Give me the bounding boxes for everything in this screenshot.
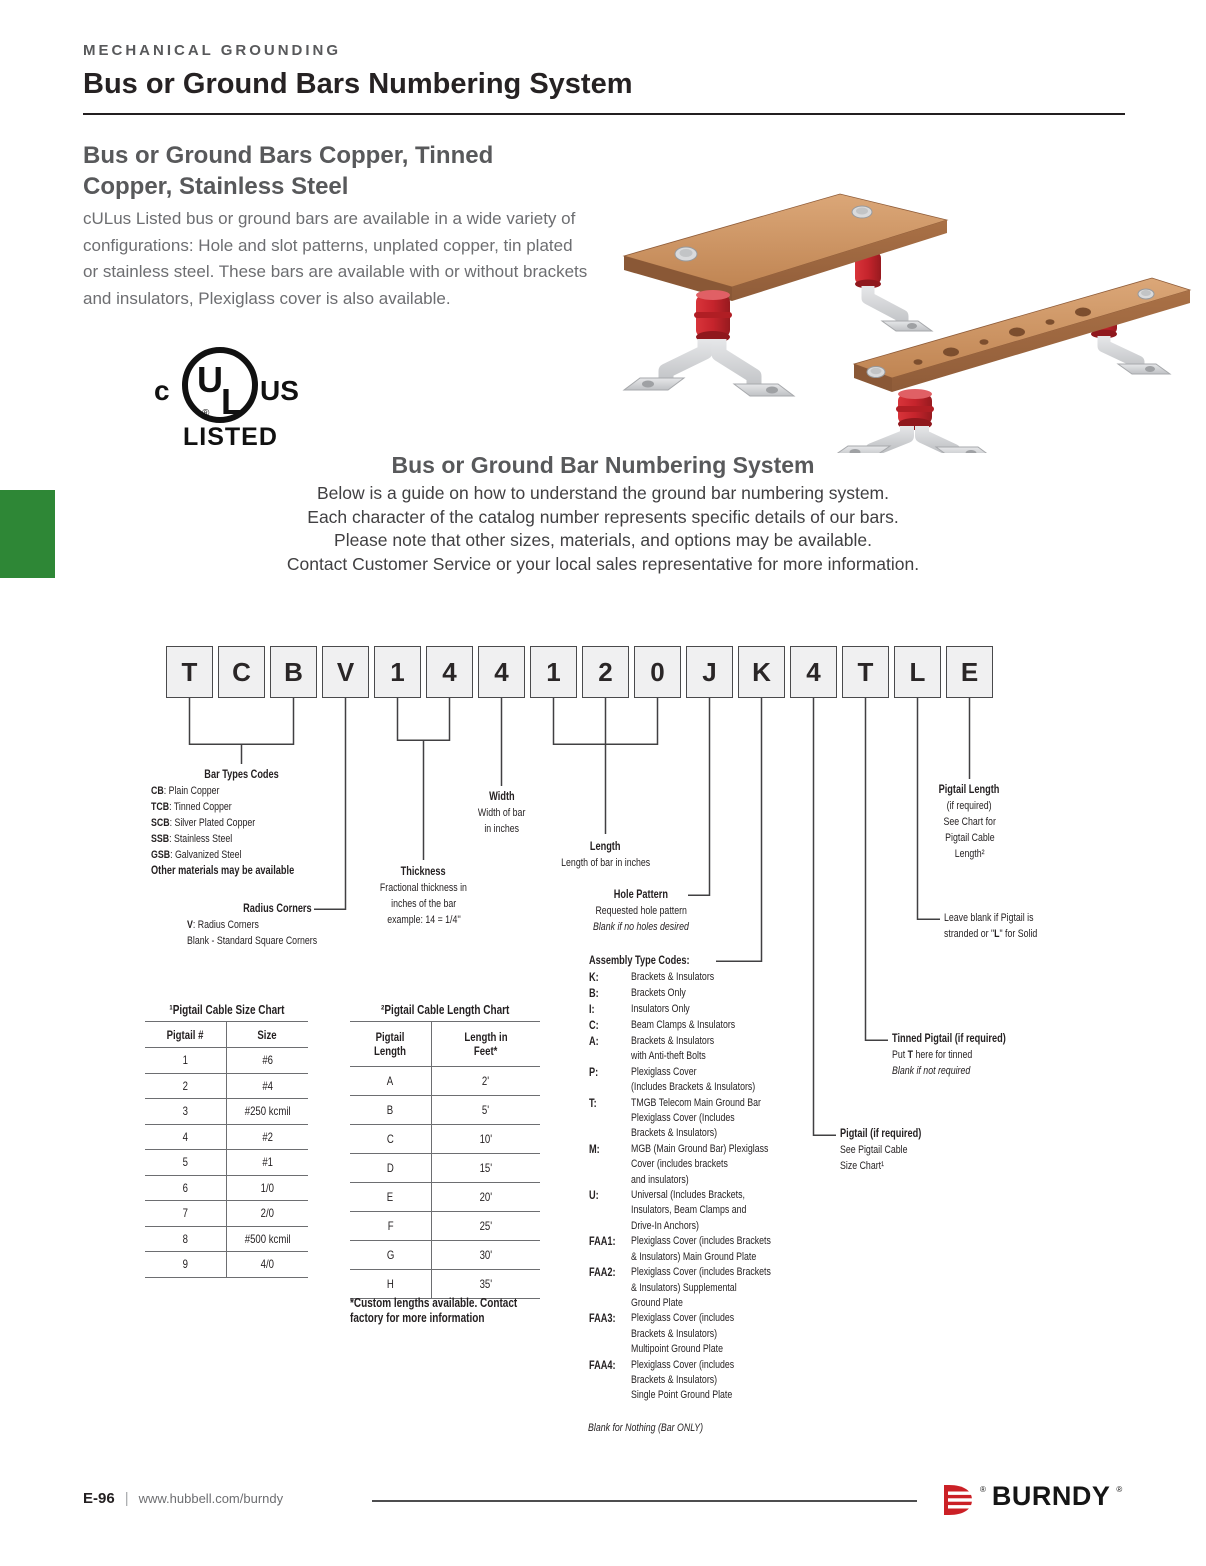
table-row xyxy=(350,1241,540,1270)
pigtail-length-callout: Pigtail Length (if required) See Chart for Pigtail Cable Length² xyxy=(939,784,1000,860)
assembly-desc: Plexiglass Cover (includes Brackets & Insulators) Supplemental Ground Plate xyxy=(631,1266,771,1309)
bar-type-item: SCB: Silver Plated Copper xyxy=(151,817,256,829)
code-box: 1 xyxy=(374,646,421,698)
length-chart-table xyxy=(350,1021,540,1299)
table-cell: A xyxy=(350,1067,432,1095)
table-row xyxy=(350,1125,540,1154)
table-cell: #4 xyxy=(261,1078,273,1093)
leave-blank-callout: Leave blank if Pigtail is stranded or "L" for Solid xyxy=(944,912,1038,940)
width-callout: Width Width of bar in inches xyxy=(477,791,526,835)
code-box: 0 xyxy=(634,646,681,698)
table-row xyxy=(350,1212,540,1241)
table-row xyxy=(145,1252,308,1278)
code-box: B xyxy=(270,646,317,698)
page-title: Bus or Ground Bars Numbering System xyxy=(83,68,633,100)
ul-monogram-u: U xyxy=(197,359,223,400)
code-box: T xyxy=(842,646,889,698)
table-row xyxy=(145,1227,308,1253)
table-cell: 20' xyxy=(479,1190,493,1204)
table-row xyxy=(350,1183,540,1212)
footer-url[interactable]: www.hubbell.com/burndy xyxy=(138,1491,284,1506)
table-cell: 3 xyxy=(145,1099,227,1124)
footer-rule xyxy=(372,1500,917,1502)
table-row xyxy=(145,1125,308,1151)
ul-monogram-l: L xyxy=(221,381,243,422)
code-box: 4 xyxy=(426,646,473,698)
intro-paragraph: cULus Listed bus or ground bars are available in a wide variety of configurations: Hole and slot patterns, unplated copper, tin plated or stainless steel. These bars are available with or without brackets and insulators, Plexiglass cover is also available. xyxy=(83,209,588,308)
numbering-intro-text xyxy=(183,482,1023,576)
table-cell: #250 kcmil xyxy=(244,1104,291,1119)
assembly-code: FAA1: xyxy=(589,1236,616,1249)
table-cell: 10' xyxy=(479,1132,493,1146)
table-cell: 25' xyxy=(479,1219,493,1233)
footer-left xyxy=(83,1490,283,1507)
table-header-row xyxy=(350,1022,540,1067)
code-box: C xyxy=(218,646,265,698)
assembly-item xyxy=(589,1142,834,1188)
assembly-desc: Brackets & Insulators xyxy=(631,971,715,983)
table-cell: C xyxy=(350,1125,432,1153)
assembly-item xyxy=(589,1265,834,1311)
table-row xyxy=(145,1099,308,1125)
section-eyebrow: MECHANICAL GROUNDING xyxy=(83,42,342,59)
assembly-desc: Insulators Only xyxy=(631,1003,690,1015)
bar-types-note: Other materials may be available xyxy=(151,865,295,877)
assembly-desc: Plexiglass Cover (Includes Brackets & Insulators) xyxy=(631,1065,756,1094)
brand-name: BURNDY xyxy=(991,1481,1111,1511)
pigtail-callout: Pigtail (if required) See Pigtail Cable Size Chart¹ xyxy=(840,1128,922,1172)
assembly-desc: Universal (Includes Brackets, Insulators, Beam Clamps and Drive-In Anchors) xyxy=(631,1189,747,1232)
thickness-callout: Thickness Fractional thickness in inches of the bar example: 14 = 1/4'' xyxy=(379,866,468,926)
assembly-item xyxy=(589,1002,834,1018)
assembly-code: M: xyxy=(589,1143,600,1156)
ul-c: c xyxy=(154,375,170,406)
assembly-item xyxy=(589,1018,834,1034)
table-cell: 4/0 xyxy=(260,1257,274,1272)
code-box: 4 xyxy=(790,646,837,698)
table-cell: G xyxy=(350,1241,432,1269)
table-cell: #6 xyxy=(261,1053,273,1068)
assembly-desc: Plexiglass Cover (includes Brackets & Insulators) Single Point Ground Plate xyxy=(631,1358,735,1402)
table-row xyxy=(350,1154,540,1183)
table-row xyxy=(145,1074,308,1100)
ul-registered: ® xyxy=(202,408,210,419)
table-cell: F xyxy=(350,1212,432,1240)
ul-listed-label: LISTED xyxy=(183,423,278,450)
assembly-item xyxy=(589,1311,834,1357)
product-photo-image xyxy=(612,168,1197,453)
table-cell: 15' xyxy=(479,1161,493,1175)
footer-divider: | xyxy=(124,1490,129,1507)
assembly-desc: TMGB Telecom Main Ground Bar Plexiglass Cover (Includes Brackets & Insulators) xyxy=(631,1096,761,1140)
table-cell: 6 xyxy=(145,1176,227,1201)
numbering-title: Bus or Ground Bar Numbering System xyxy=(391,452,815,478)
assembly-code: FAA4: xyxy=(589,1359,616,1372)
numbering-line: Please note that other sizes, materials, and options may be available. xyxy=(334,530,872,550)
table-cell: 2 xyxy=(145,1074,227,1099)
icon-registered-mark: ® xyxy=(980,1485,986,1494)
bar-type-item: CB: Plain Copper xyxy=(151,785,220,797)
code-box: 2 xyxy=(582,646,629,698)
assembly-code: A: xyxy=(589,1036,599,1048)
assembly-desc: Plexiglass Cover (includes Brackets & Insulators) Main Ground Plate xyxy=(631,1235,771,1263)
table-cell: 7 xyxy=(145,1201,227,1226)
table-cell: #500 kcmil xyxy=(244,1231,291,1246)
table-header-row xyxy=(145,1022,308,1048)
tinned-pigtail-callout: Tinned Pigtail (if required) Put T here for tinned Blank if not required xyxy=(892,1033,1006,1077)
table-row xyxy=(145,1048,308,1074)
assembly-desc: Plexiglass Cover (includes Brackets & Insulators) Multipoint Ground Plate xyxy=(631,1312,735,1356)
burndy-logo xyxy=(940,1481,1123,1515)
assembly-code: T: xyxy=(589,1097,597,1110)
ul-us: US xyxy=(260,375,299,406)
table-header-cell: Pigtail # xyxy=(145,1022,227,1047)
table-header-cell: Pigtail Length xyxy=(350,1022,432,1066)
code-box: 4 xyxy=(478,646,525,698)
assembly-list xyxy=(589,970,834,1404)
assembly-desc: Beam Clamps & Insulators xyxy=(631,1019,736,1031)
assembly-item xyxy=(589,1065,834,1096)
numbering-line: Each character of the catalog number represents specific details of our bars. xyxy=(307,506,899,527)
assembly-item xyxy=(589,1034,834,1065)
bar-types-title: Bar Types Codes xyxy=(204,769,279,781)
code-box: E xyxy=(946,646,993,698)
code-box: K xyxy=(738,646,785,698)
code-box: 1 xyxy=(530,646,577,698)
assembly-item xyxy=(589,1234,834,1265)
table-cell: D xyxy=(350,1154,432,1182)
table-row xyxy=(350,1270,540,1299)
table-row xyxy=(350,1096,540,1125)
assembly-item xyxy=(589,970,834,986)
radius-corners-title: Radius Corners xyxy=(243,903,312,915)
length-chart-title: ²Pigtail Cable Length Chart xyxy=(380,1003,510,1017)
assembly-item xyxy=(589,986,834,1002)
intro-heading xyxy=(83,140,493,202)
assembly-code: I: xyxy=(589,1004,595,1016)
assembly-code: K: xyxy=(589,972,599,984)
assembly-title: Assembly Type Codes: xyxy=(589,955,690,967)
assembly-item xyxy=(589,1096,834,1142)
bar-types-list xyxy=(151,783,361,863)
assembly-code: B: xyxy=(589,988,599,1000)
code-box: L xyxy=(894,646,941,698)
assembly-code: FAA3: xyxy=(589,1313,616,1326)
table-cell: 2/0 xyxy=(260,1206,274,1221)
code-box: V xyxy=(322,646,369,698)
table-header-cell: Size xyxy=(257,1027,277,1042)
hole-pattern-callout: Hole Pattern Requested hole pattern Blank if no holes desired xyxy=(593,889,689,933)
assembly-code: FAA2: xyxy=(589,1267,616,1280)
table-cell: 30' xyxy=(479,1248,493,1262)
table-cell: #2 xyxy=(261,1129,273,1144)
code-box: T xyxy=(166,646,213,698)
table-row xyxy=(145,1150,308,1176)
table-cell: 35' xyxy=(479,1277,493,1291)
assembly-item xyxy=(589,1188,834,1234)
intro-heading-line2: Copper, Stainless Steel xyxy=(83,173,349,200)
title-rule xyxy=(83,113,1125,115)
burndy-logo-icon xyxy=(940,1485,974,1515)
table-cell: 8 xyxy=(145,1227,227,1252)
table-cell: #1 xyxy=(261,1155,273,1170)
assembly-code: P: xyxy=(589,1066,599,1079)
radius-corners-lines: V: Radius Corners Blank - Standard Square Corners xyxy=(187,919,318,947)
assembly-item xyxy=(589,1358,834,1404)
table-cell: 9 xyxy=(145,1252,227,1277)
ul-listed-icon xyxy=(140,340,300,450)
assembly-desc: Brackets & Insulators with Anti-theft Bolts xyxy=(631,1035,715,1063)
assembly-desc: Brackets Only xyxy=(631,987,686,999)
table-row xyxy=(145,1176,308,1202)
table-cell: 4 xyxy=(145,1125,227,1150)
length-callout: Length Length of bar in inches xyxy=(560,841,651,869)
assembly-code: U: xyxy=(589,1190,599,1203)
table-cell: B xyxy=(350,1096,432,1124)
brand-registered-mark: ® xyxy=(1116,1485,1123,1494)
size-chart-table xyxy=(145,1021,308,1278)
table-cell: 1 xyxy=(145,1048,227,1073)
table-cell: 5 xyxy=(145,1150,227,1175)
bar-type-item: SSB: Stainless Steel xyxy=(151,833,233,845)
assembly-desc: MGB (Main Ground Bar) Plexiglass Cover (includes brackets and insulators) xyxy=(631,1142,769,1186)
table-cell: E xyxy=(350,1183,432,1211)
bar-type-item: GSB: Galvanized Steel xyxy=(151,849,242,861)
size-chart-title: ¹Pigtail Cable Size Chart xyxy=(168,1003,285,1017)
table-row xyxy=(145,1201,308,1227)
table-cell: 2' xyxy=(482,1074,490,1088)
code-boxes xyxy=(166,646,993,698)
code-box: J xyxy=(686,646,733,698)
page-number: E-96 xyxy=(83,1490,115,1507)
assembly-code: C: xyxy=(589,1020,599,1032)
page-edge-tab xyxy=(0,490,55,578)
table-row xyxy=(350,1067,540,1096)
table-cell: H xyxy=(350,1270,432,1298)
table-cell: 5' xyxy=(482,1103,490,1117)
numbering-line: Below is a guide on how to understand the ground bar numbering system. xyxy=(316,483,889,503)
table-cell: 1/0 xyxy=(260,1180,274,1195)
assembly-note: Blank for Nothing (Bar ONLY) xyxy=(588,1422,704,1434)
intro-heading-line1: Bus or Ground Bars Copper, Tinned xyxy=(83,142,494,169)
table-header-cell: Length in Feet* xyxy=(464,1030,508,1058)
length-chart-note: *Custom lengths available. Contact factory for more information xyxy=(350,1296,518,1325)
numbering-line: Contact Customer Service or your local sales representative for more information. xyxy=(286,553,920,574)
bar-type-item: TCB: Tinned Copper xyxy=(151,801,232,813)
